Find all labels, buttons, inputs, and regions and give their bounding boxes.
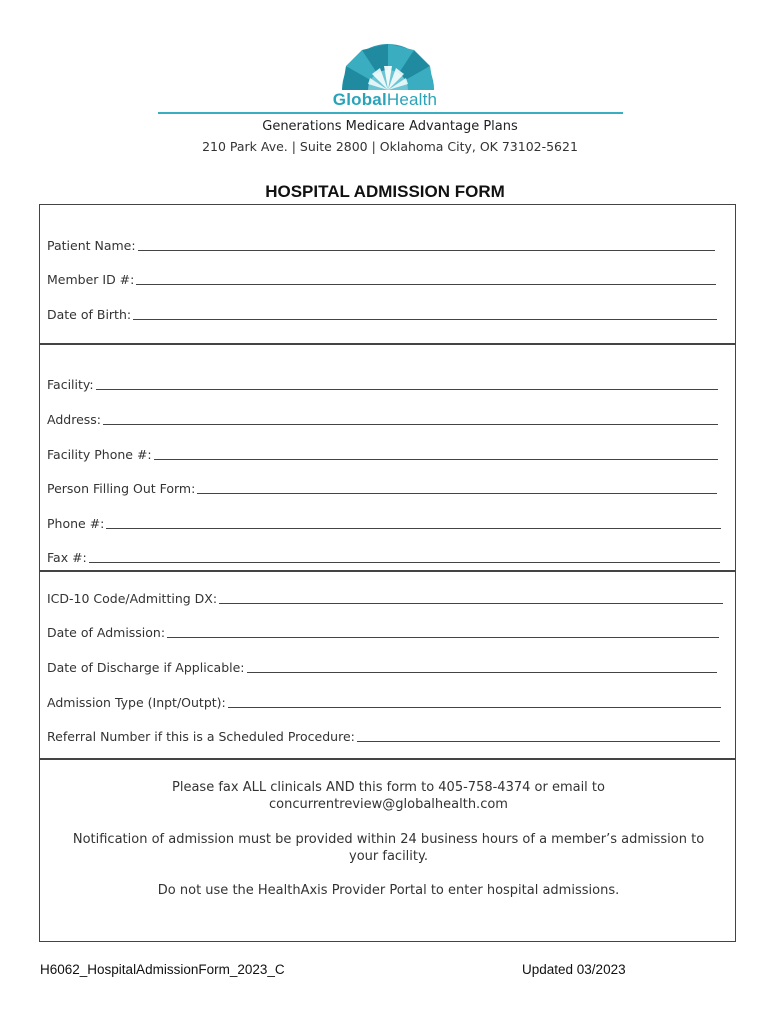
- date-of-birth-field[interactable]: [47, 307, 717, 323]
- fax-field[interactable]: [47, 550, 720, 566]
- company-address: 210 Park Ave. | Suite 2800 | Oklahoma City, OK 73102-5621: [202, 139, 578, 154]
- field-line[interactable]: [103, 412, 718, 425]
- date-of-admission-field[interactable]: [47, 625, 719, 641]
- brand-name-bold: Global: [332, 90, 387, 109]
- field-line[interactable]: [167, 625, 719, 638]
- patient-name-field[interactable]: [47, 238, 715, 254]
- section-divider: [39, 758, 736, 760]
- notification-instruction: [42, 831, 735, 865]
- field-line[interactable]: [154, 447, 718, 460]
- globalhealth-logo-icon: [342, 44, 434, 92]
- field-line[interactable]: [136, 272, 716, 285]
- section-divider: [39, 343, 736, 345]
- facility-field[interactable]: [47, 377, 718, 393]
- form-title: HOSPITAL ADMISSION FORM: [265, 182, 505, 201]
- fax-instruction-line: Please fax ALL clinicals AND this form to 405-758-4374 or email to: [172, 780, 605, 795]
- field-line[interactable]: [106, 516, 721, 529]
- field-label: Referral Number if this is a Scheduled Procedure:: [47, 729, 355, 744]
- member-id-field[interactable]: [47, 272, 716, 288]
- form-id: H6062_HospitalAdmissionForm_2023_C: [40, 962, 285, 977]
- facility-phone-field[interactable]: [47, 447, 718, 463]
- email-address: concurrentreview@globalhealth.com: [269, 797, 508, 812]
- notification-line: your facility.: [349, 849, 428, 864]
- person-filling-form-field[interactable]: [47, 481, 717, 497]
- field-line[interactable]: [133, 307, 717, 320]
- brand-name-light: Health: [386, 90, 438, 109]
- notification-line: Notification of admission must be provided within 24 business hours of a member’s admission to: [72, 832, 705, 847]
- phone-field[interactable]: [47, 516, 721, 532]
- field-label: Phone #:: [47, 516, 105, 531]
- fax-instruction: [42, 779, 735, 813]
- field-line[interactable]: [219, 591, 723, 604]
- section-divider: [39, 570, 736, 572]
- address-field[interactable]: [47, 412, 718, 428]
- field-label: Date of Discharge if Applicable:: [47, 660, 245, 675]
- field-label: Address:: [47, 412, 101, 427]
- field-label: ICD-10 Code/Admitting DX:: [47, 591, 218, 606]
- field-line[interactable]: [247, 660, 717, 673]
- field-line[interactable]: [228, 695, 721, 708]
- field-line[interactable]: [357, 729, 720, 742]
- field-label: Fax #:: [47, 550, 87, 565]
- field-line[interactable]: [197, 481, 717, 494]
- updated-date: Updated 03/2023: [522, 962, 626, 977]
- plan-subtitle: Generations Medicare Advantage Plans: [262, 119, 518, 134]
- portal-warning: Do not use the HealthAxis Provider Portal to enter hospital admissions.: [157, 883, 620, 898]
- field-line[interactable]: [96, 377, 718, 390]
- field-label: Date of Admission:: [47, 625, 166, 640]
- referral-number-field[interactable]: [47, 729, 720, 745]
- admission-type-field[interactable]: [47, 695, 721, 711]
- date-of-discharge-field[interactable]: [47, 660, 717, 676]
- icd10-code-field[interactable]: [47, 591, 723, 607]
- field-label: Admission Type (Inpt/Outpt):: [47, 695, 226, 710]
- field-label: Facility:: [47, 377, 94, 392]
- field-label: Member ID #:: [47, 272, 135, 287]
- field-label: Facility Phone #:: [47, 447, 152, 462]
- header-divider: [158, 112, 623, 114]
- field-label: Date of Birth:: [47, 307, 132, 322]
- field-line[interactable]: [89, 550, 720, 563]
- field-label: Patient Name:: [47, 238, 136, 253]
- field-label: Person Filling Out Form:: [47, 481, 196, 496]
- field-line[interactable]: [138, 238, 715, 251]
- brand-name: [0, 90, 770, 110]
